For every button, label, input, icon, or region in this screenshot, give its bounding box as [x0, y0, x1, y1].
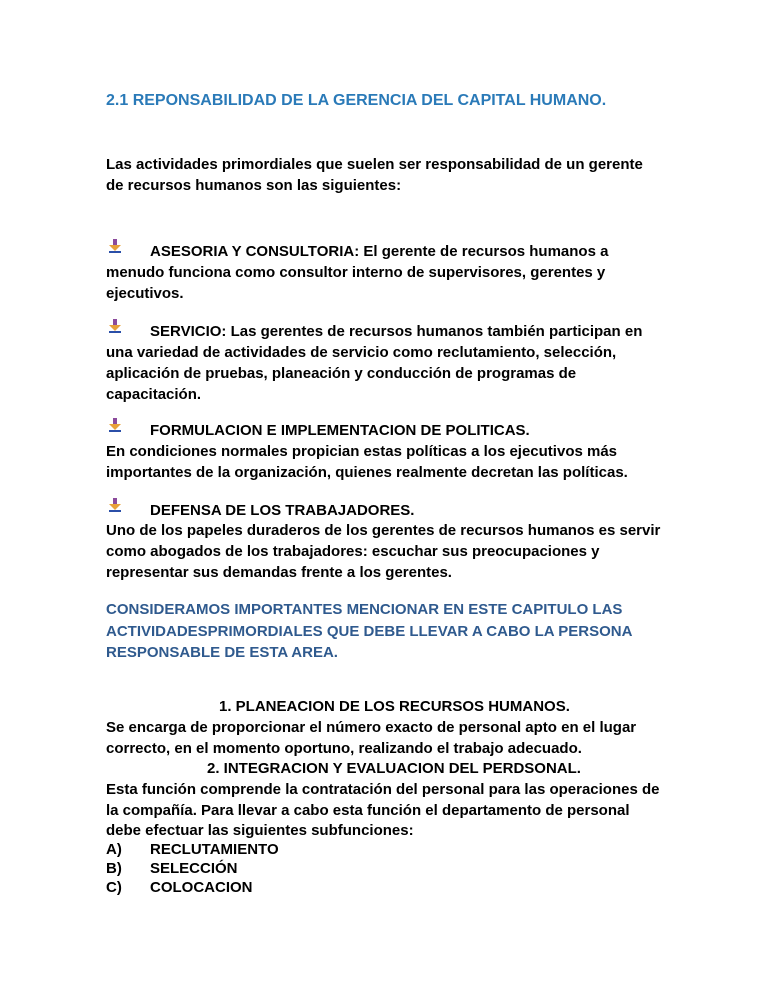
bullet-1-line: ejecutivos.	[106, 285, 184, 302]
subfunction-letter: A)	[106, 841, 122, 858]
bullet-4-line: como abogados de los trabajadores: escuchar sus preocupaciones y	[106, 543, 600, 560]
numbered-heading-2: 2. INTEGRACION Y EVALUACION DEL PERDSONAL.	[207, 760, 581, 777]
subfunction-seleccion: SELECCIÓN	[150, 860, 238, 877]
subfunction-letter: C)	[106, 879, 122, 896]
arrow-bullet-icon	[108, 418, 122, 432]
subfunction-letter: B)	[106, 860, 122, 877]
bullet-3-title: FORMULACION E IMPLEMENTACION DE POLITICAS.	[150, 422, 530, 439]
bullet-4-title: DEFENSA DE LOS TRABAJADORES.	[150, 502, 415, 519]
highlight-line-3: RESPONSABLE DE ESTA AREA.	[106, 644, 338, 661]
bullet-4-line: representar sus demandas frente a los gerentes.	[106, 564, 452, 581]
bullet-3-line: En condiciones normales propician estas políticas a los ejecutivos más	[106, 443, 618, 460]
arrow-bullet-icon	[108, 239, 122, 253]
bullet-1-line: menudo funciona como consultor interno de supervisores, gerentes y	[106, 264, 606, 281]
numbered-2-line: Esta función comprende la contratación del personal para las operaciones de	[106, 781, 660, 798]
subfunction-colocacion: COLOCACION	[150, 879, 253, 896]
numbered-1-line: Se encarga de proporcionar el número exacto de personal apto en el lugar	[106, 719, 637, 736]
bullet-4-line: Uno de los papeles duraderos de los gerentes de recursos humanos es servir	[106, 522, 661, 539]
page-title: 2.1 REPONSABILIDAD DE LA GERENCIA DEL CAPITAL HUMANO.	[106, 92, 607, 109]
bullet-3-line: importantes de la organización, quienes realmente decretan las políticas.	[106, 464, 628, 481]
bullet-2-title: SERVICIO: Las gerentes de recursos humanos también participan en	[150, 323, 643, 340]
arrow-bullet-icon	[108, 319, 122, 333]
bullet-2-line: capacitación.	[106, 386, 202, 403]
subfunction-reclutamiento: RECLUTAMIENTO	[150, 841, 279, 858]
bullet-1-title: ASESORIA Y CONSULTORIA: El gerente de recursos humanos a	[150, 243, 609, 260]
numbered-1-line: correcto, en el momento oportuno, realizando el trabajo adecuado.	[106, 740, 582, 757]
arrow-bullet-icon	[108, 498, 122, 512]
bullet-2-line: una variedad de actividades de servicio como reclutamiento, selección,	[106, 344, 617, 361]
numbered-2-line: debe efectuar las siguientes subfunciones:	[106, 822, 414, 839]
intro-line-2: de recursos humanos son las siguientes:	[106, 177, 402, 194]
bullet-2-line: aplicación de pruebas, planeación y conducción de programas de	[106, 365, 577, 382]
intro-line-1: Las actividades primordiales que suelen ser responsabilidad de un gerente	[106, 156, 643, 173]
highlight-line-2: ACTIVIDADESPRIMORDIALES QUE DEBE LLEVAR A CABO LA PERSONA	[106, 623, 633, 640]
numbered-heading-1: 1. PLANEACION DE LOS RECURSOS HUMANOS.	[219, 698, 570, 715]
numbered-2-line: la compañía. Para llevar a cabo esta función el departamento de personal	[106, 802, 630, 819]
highlight-line-1: CONSIDERAMOS IMPORTANTES MENCIONAR EN ESTE CAPITULO LAS	[106, 601, 623, 618]
